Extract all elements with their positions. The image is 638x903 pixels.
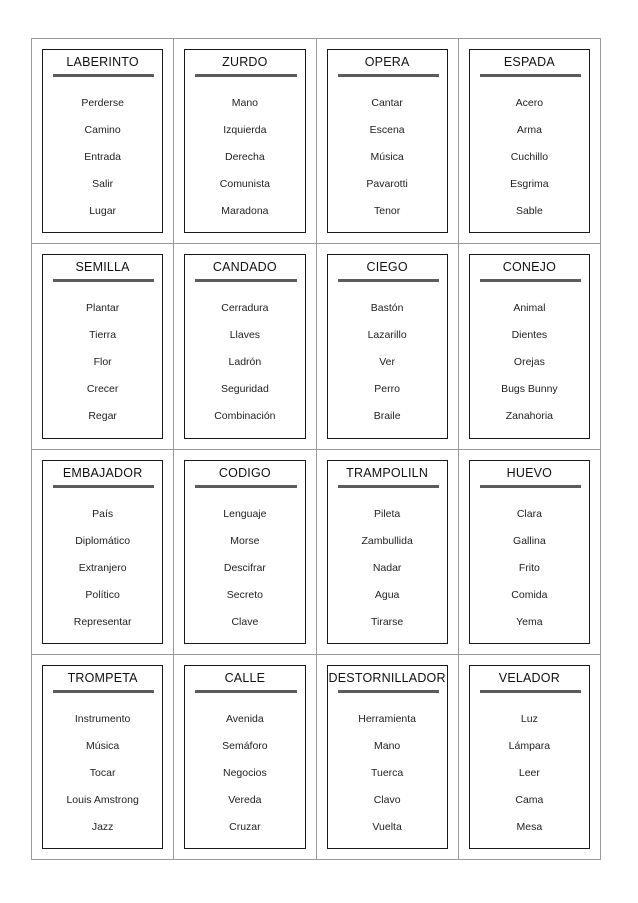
- word-card: [42, 49, 163, 233]
- card-title: VELADOR: [498, 670, 560, 685]
- card-cell: [174, 450, 316, 655]
- forbidden-word: Tuerca: [370, 766, 404, 779]
- forbidden-word: Cantar: [371, 97, 403, 109]
- forbidden-word: Música: [85, 739, 120, 752]
- forbidden-word: Esgrima: [510, 178, 549, 190]
- title-divider: [53, 74, 154, 77]
- forbidden-word: Clave: [231, 615, 259, 628]
- forbidden-word: Animal: [513, 302, 546, 315]
- forbidden-word: Cuchillo: [510, 151, 549, 163]
- forbidden-word: Sable: [515, 205, 543, 217]
- forbidden-word: Lazarillo: [367, 329, 407, 342]
- forbidden-word: Yema: [516, 615, 543, 628]
- title-divider: [53, 485, 154, 488]
- forbidden-word: Vuelta: [372, 820, 402, 833]
- forbidden-word: Lugar: [89, 205, 117, 217]
- forbidden-word: Descifrar: [223, 561, 266, 574]
- forbidden-word: Avenida: [225, 712, 264, 725]
- card-title: CANDADO: [212, 260, 277, 275]
- forbidden-word: Tenor: [373, 205, 401, 217]
- forbidden-word-list: [185, 300, 304, 435]
- title-divider: [338, 279, 439, 282]
- forbidden-word-list: [43, 711, 162, 846]
- card-cell: [174, 244, 316, 449]
- forbidden-word: Negocios: [222, 766, 267, 779]
- card-cell: [317, 244, 459, 449]
- forbidden-word: Secreto: [226, 588, 263, 601]
- card-title: LABERINTO: [66, 55, 139, 69]
- forbidden-word: Instrumento: [74, 712, 131, 725]
- forbidden-word-list: [470, 506, 589, 641]
- forbidden-word: Zanahoria: [505, 410, 554, 423]
- card-title: SEMILLA: [75, 260, 130, 275]
- word-card: [184, 460, 305, 644]
- forbidden-word: Jazz: [91, 820, 114, 833]
- title-divider: [195, 690, 296, 693]
- forbidden-word-list: [470, 711, 589, 846]
- word-card: [184, 665, 305, 849]
- title-divider: [480, 74, 581, 77]
- forbidden-word: Gallina: [513, 534, 546, 547]
- forbidden-word: Leer: [518, 766, 540, 779]
- forbidden-word: Ver: [379, 356, 395, 369]
- card-cell: [32, 450, 174, 655]
- forbidden-word: Mesa: [516, 820, 543, 833]
- forbidden-word: Agua: [374, 588, 400, 601]
- forbidden-word-list: [43, 506, 162, 641]
- forbidden-word: Entrada: [84, 151, 122, 163]
- forbidden-word: Derecha: [225, 151, 265, 163]
- forbidden-word: Luz: [520, 712, 538, 725]
- forbidden-word-list: [185, 506, 304, 641]
- word-card: [469, 665, 590, 849]
- forbidden-word: Comunista: [219, 178, 270, 190]
- forbidden-word: Diplomático: [75, 534, 131, 547]
- card-cell: [317, 450, 459, 655]
- forbidden-word: Camino: [84, 124, 121, 136]
- card-title: TROMPETA: [67, 670, 138, 685]
- card-cell: [32, 39, 174, 244]
- forbidden-word: Vereda: [228, 793, 262, 806]
- forbidden-word: Nadar: [372, 561, 402, 574]
- forbidden-word: Crecer: [86, 383, 119, 396]
- word-card: [469, 254, 590, 438]
- forbidden-word: Lámpara: [508, 739, 551, 752]
- forbidden-word-list: [328, 711, 447, 846]
- forbidden-word: Morse: [230, 534, 260, 547]
- forbidden-word: Maradona: [221, 205, 269, 217]
- card-cell: [459, 655, 601, 860]
- forbidden-word: Bastón: [370, 302, 404, 315]
- forbidden-word: Mano: [373, 739, 401, 752]
- forbidden-word: Pileta: [373, 507, 401, 520]
- forbidden-word: Herramienta: [358, 712, 417, 725]
- forbidden-word: Ladrón: [228, 356, 262, 369]
- card-cell: [459, 39, 601, 244]
- title-divider: [480, 690, 581, 693]
- word-card: [184, 49, 305, 233]
- forbidden-word: Extranjero: [78, 561, 127, 574]
- forbidden-word: Escena: [369, 124, 405, 136]
- card-cell: [317, 39, 459, 244]
- card-cell: [317, 655, 459, 860]
- title-divider: [53, 690, 154, 693]
- card-title: DESTORNILLADOR: [328, 670, 446, 685]
- card-cell: [459, 450, 601, 655]
- card-title: CIEGO: [366, 260, 408, 275]
- forbidden-word: Lenguaje: [223, 507, 267, 520]
- forbidden-word: País: [92, 507, 114, 520]
- forbidden-word: Frito: [518, 561, 540, 574]
- forbidden-word-list: [328, 95, 447, 230]
- card-cell: [32, 655, 174, 860]
- card-title: EMBAJADOR: [62, 465, 143, 480]
- forbidden-word: Braile: [373, 410, 401, 423]
- card-title: ESPADA: [503, 55, 555, 69]
- forbidden-word: Pavarotti: [366, 178, 408, 190]
- forbidden-word: Acero: [515, 97, 544, 109]
- forbidden-word: Clara: [516, 507, 542, 520]
- forbidden-word: Flor: [93, 356, 112, 369]
- forbidden-word-list: [43, 95, 162, 230]
- card-title: OPERA: [364, 55, 410, 69]
- title-divider: [195, 485, 296, 488]
- card-title: CALLE: [224, 670, 266, 685]
- word-card: [42, 460, 163, 644]
- forbidden-word: Tirarse: [370, 615, 404, 628]
- forbidden-word: Combinación: [214, 410, 276, 423]
- forbidden-word-list: [470, 300, 589, 435]
- forbidden-word: Perro: [374, 383, 400, 396]
- forbidden-word: Mano: [231, 97, 258, 109]
- title-divider: [480, 485, 581, 488]
- word-card: [327, 49, 448, 233]
- title-divider: [338, 74, 439, 77]
- title-divider: [480, 279, 581, 282]
- forbidden-word: Dientes: [511, 329, 548, 342]
- forbidden-word-list: [328, 506, 447, 641]
- card-title: CODIGO: [218, 465, 271, 480]
- forbidden-word: Louis Amstrong: [66, 793, 139, 806]
- title-divider: [53, 279, 154, 282]
- forbidden-word-list: [185, 95, 304, 230]
- card-title: CONEJO: [502, 260, 557, 275]
- forbidden-word: Cama: [515, 793, 544, 806]
- word-card: [42, 254, 163, 438]
- forbidden-word: Arma: [516, 124, 542, 136]
- forbidden-word: Cruzar: [229, 820, 261, 833]
- forbidden-word-list: [470, 95, 589, 230]
- card-cell: [174, 655, 316, 860]
- forbidden-word: Plantar: [85, 302, 120, 315]
- card-title: HUEVO: [506, 465, 553, 480]
- card-title: ZURDO: [222, 55, 268, 69]
- forbidden-word: Clavo: [373, 793, 401, 806]
- forbidden-word-list: [328, 300, 447, 435]
- word-card: [469, 49, 590, 233]
- card-cell: [32, 244, 174, 449]
- title-divider: [195, 279, 296, 282]
- forbidden-word: Seguridad: [220, 383, 269, 396]
- word-card: [327, 665, 448, 849]
- title-divider: [338, 690, 439, 693]
- forbidden-word: Bugs Bunny: [501, 383, 558, 396]
- forbidden-word: Música: [370, 151, 404, 163]
- forbidden-word: Zambullida: [361, 534, 413, 547]
- forbidden-word: Comida: [511, 588, 548, 601]
- forbidden-word: Tierra: [89, 329, 117, 342]
- forbidden-word: Orejas: [513, 356, 545, 369]
- card-grid: [31, 38, 601, 860]
- word-card: [327, 254, 448, 438]
- forbidden-word: Representar: [73, 615, 132, 628]
- forbidden-word: Político: [85, 588, 120, 601]
- forbidden-word-list: [43, 300, 162, 435]
- word-card: [327, 460, 448, 644]
- word-card: [469, 460, 590, 644]
- card-cell: [459, 244, 601, 449]
- forbidden-word: Llaves: [229, 329, 261, 342]
- card-cell: [174, 39, 316, 244]
- forbidden-word: Tocar: [89, 766, 116, 779]
- forbidden-word: Cerradura: [221, 302, 269, 315]
- card-title: TRAMPOLILN: [346, 465, 429, 480]
- title-divider: [338, 485, 439, 488]
- forbidden-word: Perderse: [81, 97, 124, 109]
- word-card: [42, 665, 163, 849]
- forbidden-word-list: [185, 711, 304, 846]
- forbidden-word: Salir: [92, 178, 114, 190]
- forbidden-word: Semáforo: [222, 739, 268, 752]
- forbidden-word: Regar: [88, 410, 117, 423]
- word-card: [184, 254, 305, 438]
- title-divider: [195, 74, 296, 77]
- forbidden-word: Izquierda: [223, 124, 267, 136]
